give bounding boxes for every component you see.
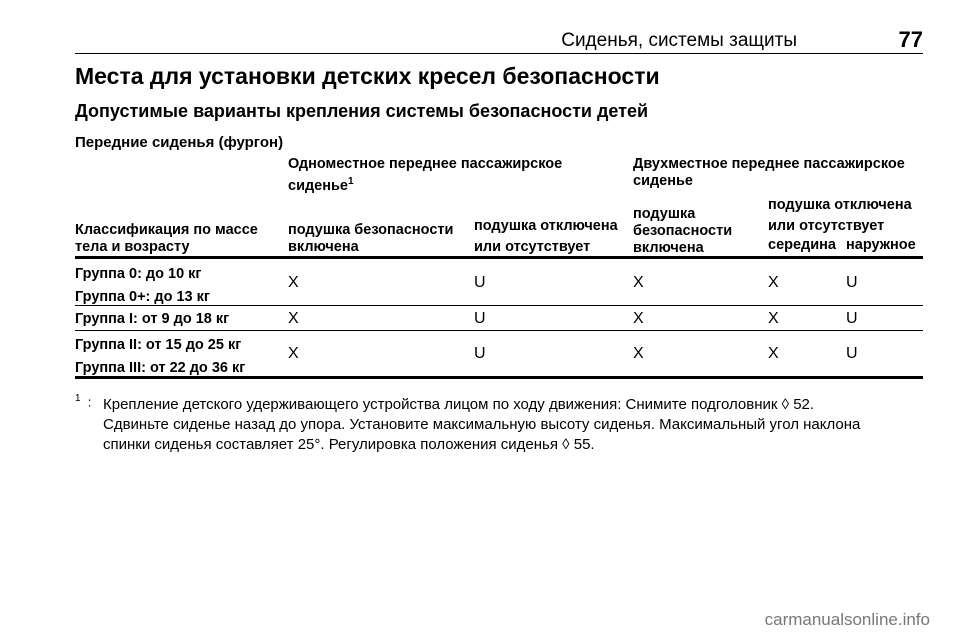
table-header-divider [75, 256, 923, 259]
watermark: carmanualsonline.info [764, 610, 930, 629]
cell-r3-c2: U [474, 345, 486, 362]
cell-r2-c2: U [474, 310, 486, 327]
page-number: 77 [898, 27, 923, 52]
cell-r1-c1: X [288, 274, 299, 291]
row-divider-1 [75, 305, 923, 306]
footnote-text: Крепление детского удерживающего устройства лицом по ходу движения: Снимите подголовник ◊ 52. Сдвиньте сиденье назад до упора. Установите максимальную высоту сиденья. Максимальный угол наклона спинки сиденья составляет 25°. Регулировка положения сиденья ◊ 55. [103, 396, 861, 453]
cell-r2-c5: U [846, 310, 858, 327]
column-header-single-airbag-off: подушка отключена или отсутствует [474, 218, 618, 255]
row-divider-2 [75, 330, 923, 331]
column-header-double-airbag-off: подушка отключена или отсутствует [768, 197, 912, 234]
cell-r1-c2: U [474, 274, 486, 291]
cell-r3-c3: X [633, 345, 644, 362]
column-header-single-airbag-on: подушка безопасности включена [288, 222, 454, 255]
section-title: Места для установки детских кресел безопасности [75, 63, 660, 89]
table-caption: Передние сиденья (фургон) [75, 134, 284, 151]
row-label-group-1: Группа I: от 9 до 18 кг [75, 311, 230, 327]
row-label-group-2-3: Группа II: от 15 до 25 кг Группа III: от 22 до 36 кг [75, 337, 246, 376]
cell-r3-c5: U [846, 345, 858, 362]
cell-r3-c4: X [768, 345, 779, 362]
cell-r2-c3: X [633, 310, 644, 327]
cell-r3-c1: X [288, 345, 299, 362]
column-header-middle: середина [768, 237, 836, 253]
column-header-outer: наружное [846, 237, 916, 253]
cell-r2-c4: X [768, 310, 779, 327]
running-header-title: Сиденья, системы защиты [561, 30, 797, 51]
column-header-classification: Классификация по массе тела и возрасту [75, 222, 258, 255]
group-header-single-seat: Одноместное переднее пассажирское сиденье$^1$ [288, 156, 563, 194]
cell-r2-c1: X [288, 310, 299, 327]
cell-r1-c4: X [768, 274, 779, 291]
footnote-mark: $^1$ : [75, 393, 92, 410]
group-header-double-seat: Двухместное переднее пассажирское сиденье [633, 156, 905, 189]
column-header-double-airbag-on: подушка безопасности включена [633, 206, 733, 256]
row-label-group-0: Группа 0: до 10 кг Группа 0+: до 13 кг [75, 266, 210, 305]
footnote-ref: 1 [347, 176, 354, 187]
cell-r1-c5: U [846, 274, 858, 291]
subsection-title: Допустимые варианты крепления системы безопасности детей [75, 101, 649, 121]
table-bottom-divider [75, 376, 923, 379]
header-divider [75, 53, 923, 54]
cell-r1-c3: X [633, 274, 644, 291]
